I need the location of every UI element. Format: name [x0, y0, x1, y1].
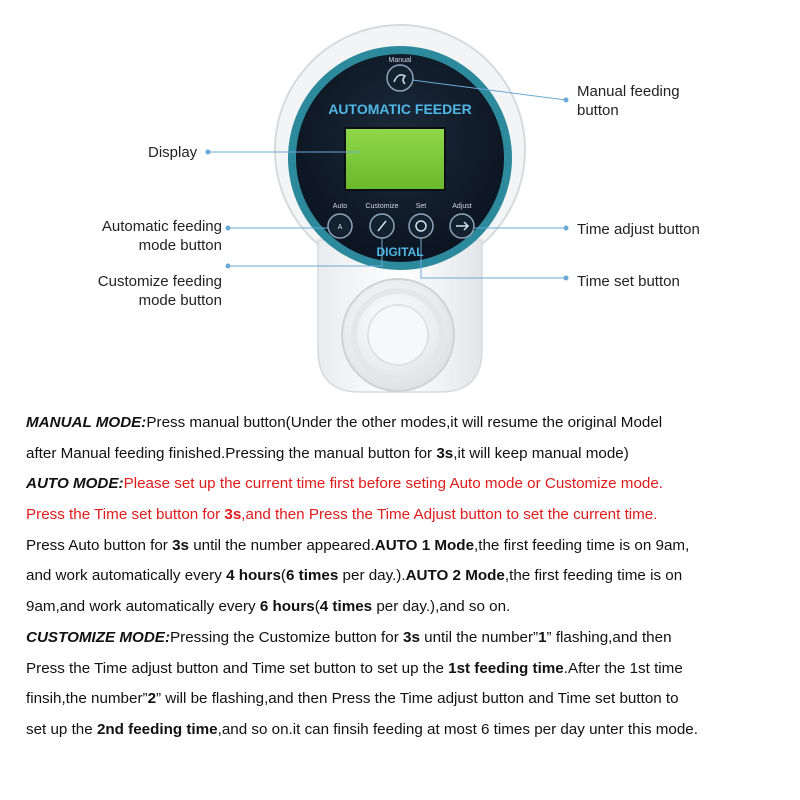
customize-button[interactable]: [370, 214, 394, 238]
auto-label: Auto: [332, 203, 348, 210]
auto-line-5: 9am,and work automatically every 6 hours(4 times per day.),and so on.: [26, 598, 511, 616]
customize-mode-label: CUSTOMIZE MODE:: [26, 628, 170, 646]
manual-callout-line1: Manual feeding: [577, 83, 680, 100]
adjust-button[interactable]: [450, 214, 474, 238]
customize-label: Customize: [365, 203, 399, 210]
customize-line-2: Press the Time adjust button and Time set button to set up the 1st feeding time.After the 1st time: [26, 659, 683, 677]
manual-label: Manual: [388, 57, 412, 64]
customize-callout-line1: Customize feeding: [97, 273, 222, 290]
lcd-display: [345, 128, 445, 190]
auto-line-4: and work automatically every 4 hours(6 times per day.).AUTO 2 Mode,the first feeding time is on: [26, 567, 683, 585]
customize-line-4: set up the 2nd feeding time,and so on.it can finsih feeding at most 6 times per day unter this mode.: [26, 720, 698, 738]
auto-line-3: Press Auto button for 3s until the number appeared.AUTO 1 Mode,the first feeding time is on 9am,: [26, 536, 690, 554]
manual-mode-label: MANUAL MODE:: [26, 414, 147, 431]
auto-a-icon: A: [337, 224, 343, 231]
auto-line-1: AUTO MODE:Please set up the current time first before seting Auto mode or Customize mode.: [26, 475, 664, 493]
manual-callout-line2: button: [577, 102, 619, 119]
auto-callout-line1: Automatic feeding: [101, 218, 222, 235]
manual-button[interactable]: [387, 65, 413, 91]
time-adjust-callout: Time adjust button: [577, 221, 700, 238]
auto-button[interactable]: [328, 214, 352, 238]
adjust-label: Adjust: [452, 203, 472, 210]
auto-mode-label: AUTO MODE:: [26, 475, 124, 493]
customize-line-1: CUSTOMIZE MODE:Pressing the Customize button for 3s until the number”1” flashing,and then: [26, 628, 672, 646]
time-set-callout: Time set button: [577, 273, 680, 290]
digital-text: DIGITAL: [376, 245, 424, 259]
instructions: [26, 408, 786, 746]
dispenser-knob[interactable]: [342, 279, 454, 391]
manual-line-2: after Manual feeding finished.Pressing the manual button for 3s,it will keep manual mode): [26, 444, 629, 462]
customize-line-3: finsih,the number”2” will be flashing,and then Press the Time adjust button and Time set button to: [26, 690, 679, 708]
auto-callout-line2: mode button: [138, 237, 222, 254]
set-button[interactable]: [409, 214, 433, 238]
display-callout: Display: [148, 144, 198, 161]
customize-callout-line2: mode button: [138, 292, 222, 309]
manual-line-1: MANUAL MODE:Press manual button(Under the other modes,it will resume the original Model: [26, 414, 663, 431]
auto-callout: [70, 217, 222, 255]
manual-callout: [577, 82, 680, 120]
customize-callout: [70, 272, 222, 310]
set-label: Set: [415, 203, 427, 210]
brand-text: AUTOMATIC FEEDER: [328, 101, 472, 117]
auto-line-2: Press the Time set button for 3s,and then Press the Time Adjust button to set the current time.: [26, 506, 658, 524]
